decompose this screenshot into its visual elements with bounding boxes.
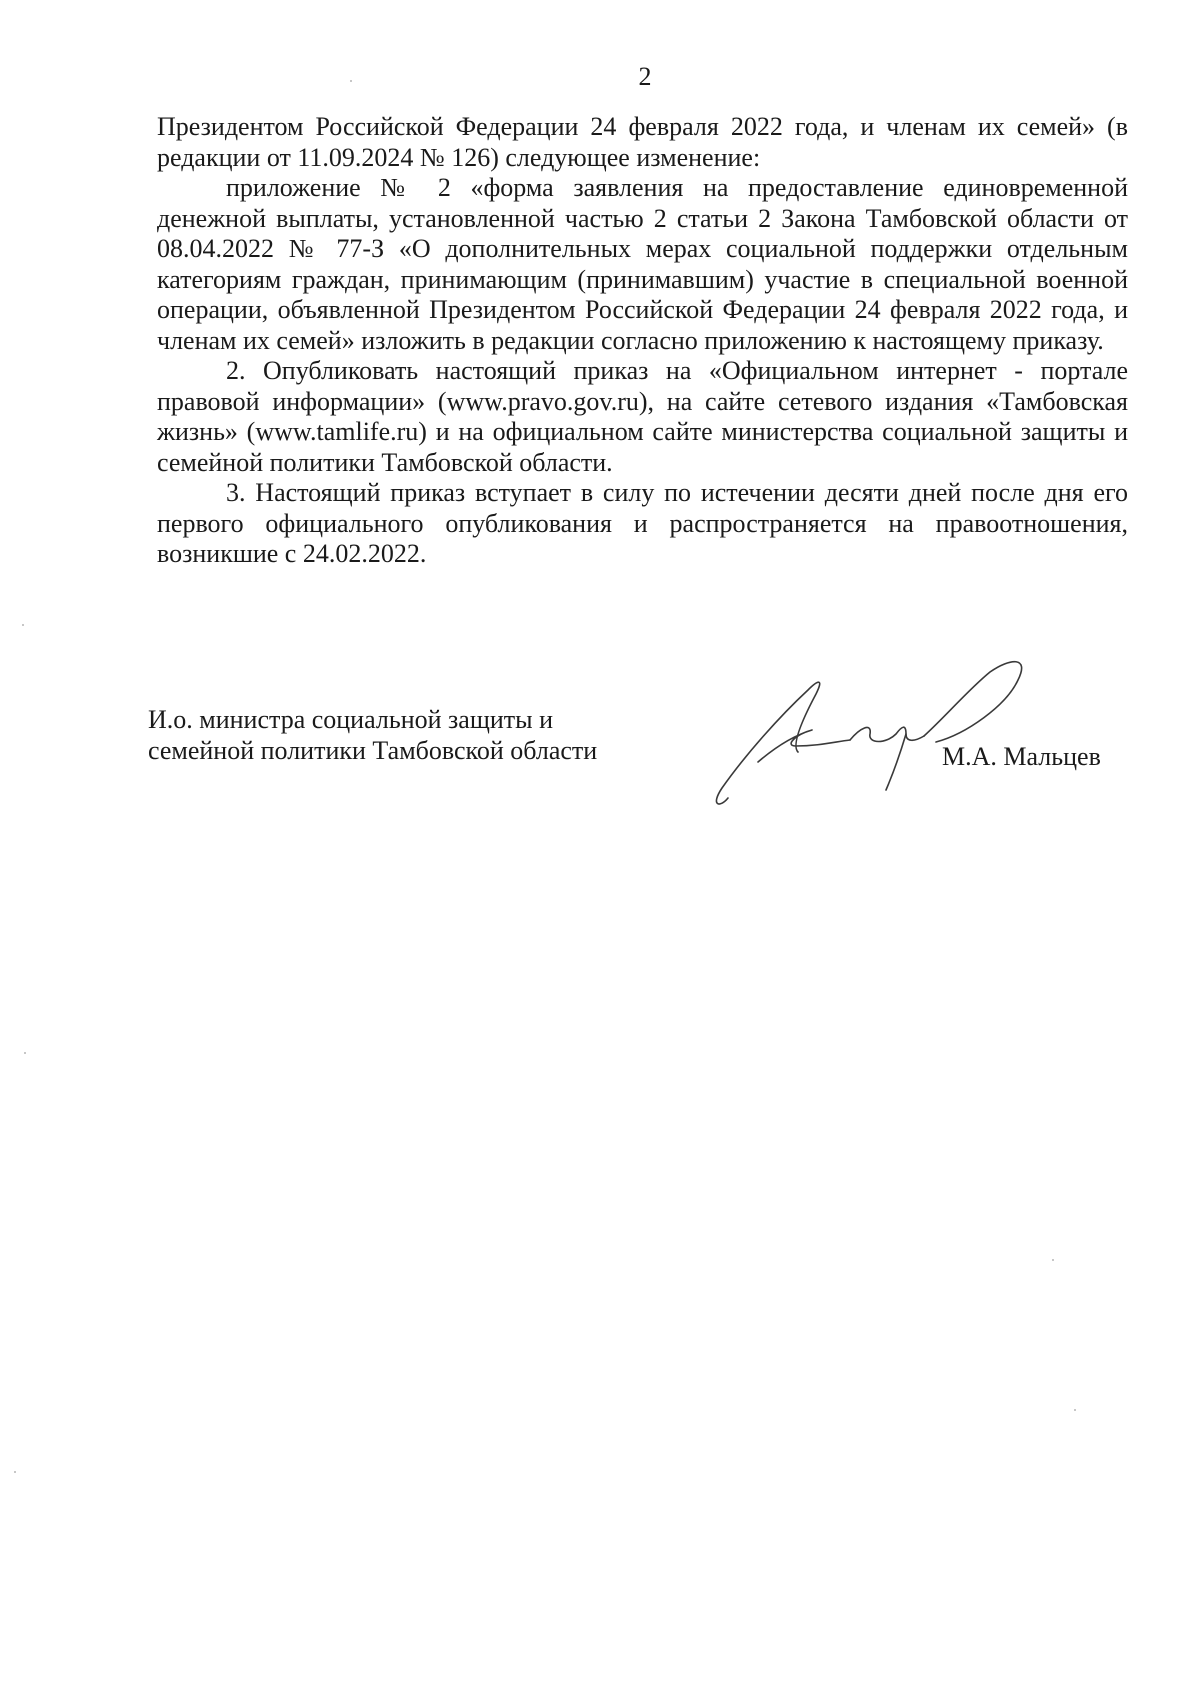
scan-speck <box>350 80 352 82</box>
scan-speck <box>22 624 24 626</box>
paragraph-entry-into-force: 3. Настоящий приказ вступает в силу по истечении десяти дней после дня его первого официального опубликования и распространяется на правоотношения, возникшие с 24.02.2022. <box>157 478 1128 568</box>
paragraph-intro: Президентом Российской Федерации 24 февраля 2022 года, и членам их семей» (в редакции от 11.09.2024 № 126) следующее изменение: <box>157 112 1128 172</box>
scan-speck <box>24 1052 26 1054</box>
signatory-position-line-1: И.о. министра социальной защиты и <box>148 705 554 734</box>
paragraph-publication: 2. Опубликовать настоящий приказ на «Официальном интернет - портале правовой информации» (www.pravo.gov.ru), на сайте сетевого издания «Тамбовская жизнь» (www.tamlife.ru) и на официальном сайте министерства социальной защиты и семейной политики Тамбовской области. <box>157 356 1128 477</box>
scan-speck <box>1074 1409 1076 1411</box>
signatory-position-line-2: семейной политики Тамбовской области <box>148 735 598 765</box>
scan-speck <box>14 1471 16 1473</box>
signatory-name: М.А. Мальцев <box>942 742 1101 771</box>
signatory-position <box>148 705 648 766</box>
page-number: 2 <box>638 62 652 91</box>
paragraph-appendix-change: приложение № 2 «форма заявления на предоставление единовременной денежной выплаты, установленной частью 2 статьи 2 Закона Тамбовской области от 08.04.2022 № 77-З «О дополнительных мерах социальной поддержки отдельным категориям граждан, принимающим (принимавшим) участие в специальной военной операции, объявленной Президентом Российской Федерации 24 февраля 2022 года, и членам их семей» изложить в редакции согласно приложению к настоящему приказу. <box>157 173 1128 355</box>
scan-speck <box>1052 1259 1054 1261</box>
handwritten-signature <box>700 650 1080 820</box>
document-body <box>157 112 1128 570</box>
